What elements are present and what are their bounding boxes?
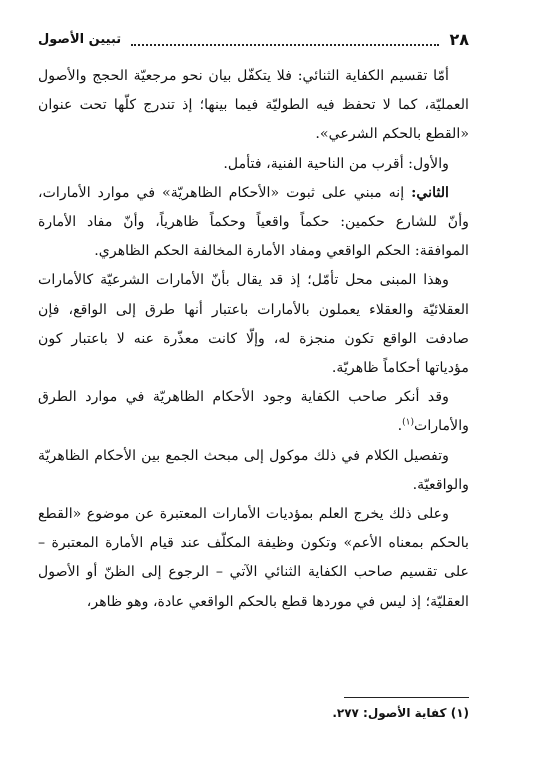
footnote: (١) كفاية الأصول: ٢٧٧. <box>332 706 469 720</box>
running-title: تبيين الأصول <box>38 32 122 47</box>
paragraph-7 <box>38 500 469 617</box>
paragraph-5 <box>38 383 469 441</box>
header-dotted-leader <box>131 43 439 46</box>
paragraph-text: وعلى ذلك يخرج العلم بمؤديات الأمارات المعتبرة عن موضوع «القطع بالحكم بمعناه الأعم» وتكون وظيفة المكلّف عند قيام الأمارة المعتبرة – على تقسيم صاحب الكفاية الثنائي الآتي – الرجوع إلى الظنّ أو الأصول العقليّة؛ إذ ليس في موردها قطع بالحكم الواقعي عادة، وهو ظاهر، <box>38 506 469 610</box>
footnote-reference: (١) <box>402 417 415 428</box>
paragraph-3 <box>38 179 469 267</box>
paragraph-text: وهذا المبنى محل تأمّل؛ إذ قد يقال بأنّ الأمارات الشرعيّة كالأمارات العقلائيّة والعقلاء يعملون بالأمارات باعتبار أنها طرق إلى الواقع، فإن صادفت الواقع تكون منجزة له، وإلّا كانت معذّرة عنه لا باعتبار كون مؤدياتها أحكاماً ظاهريّة. <box>38 272 469 377</box>
main-text <box>38 62 469 617</box>
footnote-divider <box>344 697 469 698</box>
paragraph-text-end: . <box>397 418 403 435</box>
page-header <box>38 26 469 50</box>
paragraph-2 <box>38 150 469 179</box>
paragraph-text: وتفصيل الكلام في ذلك موكول إلى مبحث الجمع بين الأحكام الظاهريّة والواقعيّة. <box>38 447 469 493</box>
paragraph-1 <box>38 62 469 150</box>
paragraph-lead: الثاني: <box>411 184 449 201</box>
paragraph-6 <box>38 442 469 500</box>
paragraph-4 <box>38 266 469 383</box>
paragraph-text: وقد أنكر صاحب الكفاية وجود الأحكام الظاهريّة في موارد الطرق والأمارات <box>38 389 469 435</box>
page-number: ٢٨ <box>449 30 469 49</box>
paragraph-text: إنه مبني على ثبوت «الأحكام الظاهريّة» في موارد الأمارات، وأنّ للشارع حكمين: حكماً واقعياً وحكماً ظاهرياً، وأنّ مفاد الأمارة الموافقة: الحكم الواقعي ومفاد الأمارة المخالفة الحكم الظاهري. <box>38 184 469 260</box>
paragraph-text: أمّا تقسيم الكفاية الثنائي: فلا يتكفّل بيان نحو مرجعيّة الحجج والأصول العمليّة، كما لا تحفظ فيه الطوليّة فيما بينها؛ إذ تندرج كلّها تحت عنوان «القطع بالحكم الشرعي». <box>38 68 469 143</box>
paragraph-text: والأول: أقرب من الناحية الفنية، فتأمل. <box>223 155 449 172</box>
